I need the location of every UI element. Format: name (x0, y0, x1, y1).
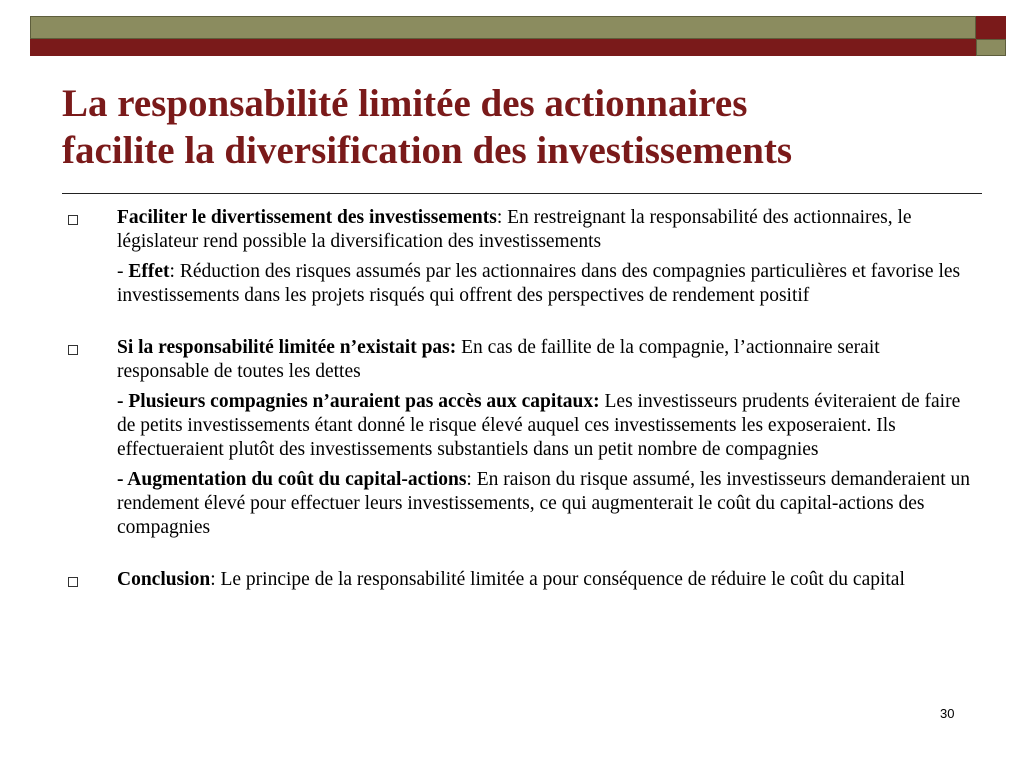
header-maroon-band (30, 39, 976, 56)
corner-square-maroon (976, 16, 1006, 39)
header-decoration-bar (30, 16, 976, 56)
bullet-heading: Si la responsabilité limitée n’existait pas: (117, 337, 457, 358)
page-number: 30 (940, 706, 955, 721)
title-divider (62, 193, 982, 194)
bullet-heading: Conclusion (117, 569, 211, 590)
square-bullet-icon (68, 215, 78, 225)
sub-point-effet (117, 260, 972, 308)
bullet-main-text (117, 206, 972, 254)
bullet-heading: Faciliter le divertissement des investissements (117, 207, 497, 228)
sub-point-body: Les investisseurs prudents éviteraient de faire de petits investissements étant donné le risque élevé auquel ces investissements les exposeraient. Ils effectueraient plutôt des investissements substantiels dans un petit nombre de compagnies (117, 391, 961, 460)
sub-point-heading: - Augmentation du coût du capital-actions (117, 469, 467, 490)
square-bullet-icon (68, 577, 78, 587)
corner-square-olive (976, 39, 1006, 56)
bullet-body: : En restreignant la responsabilité des actionnaires, le législateur rend possible la diversification des investissements (117, 207, 912, 252)
sub-point-body: : En raison du risque assumé, les investisseurs demanderaient un rendement élevé pour effectuer leurs investissements, ce qui augmenterait le coût du capital-actions des compagnies (117, 469, 971, 538)
bullet-conclusion (62, 568, 972, 592)
sub-point-capital-cost (117, 468, 972, 540)
bullet-main-text (117, 336, 972, 384)
slide-content (62, 206, 972, 592)
square-bullet-icon (68, 345, 78, 355)
bullet-diversification (62, 206, 972, 308)
slide-title-line-2: facilite la diversification des investissements (62, 129, 793, 172)
header-olive-band (30, 16, 976, 39)
sub-point-capital-access (117, 390, 972, 462)
bullet-body: En cas de faillite de la compagnie, l’actionnaire serait responsable de toutes les dettes (117, 337, 880, 382)
sub-point-body: : Réduction des risques assumés par les actionnaires dans des compagnies particulières et favorise les investissements dans les projets risqués qui offrent des perspectives de rendement positif (117, 261, 961, 306)
sub-point-prefix: - (117, 261, 129, 282)
bullet-body: : Le principe de la responsabilité limitée a pour conséquence de réduire le coût du capital (210, 569, 905, 590)
bullet-main-text (117, 568, 972, 592)
sub-point-heading: Effet (128, 261, 170, 282)
slide-title-line-1: La responsabilité limitée des actionnaires (62, 82, 748, 125)
sub-point-heading: - Plusieurs compagnies n’auraient pas accès aux capitaux: (117, 391, 600, 412)
bullet-without-limited-liability (62, 336, 972, 540)
slide-title (62, 80, 992, 174)
